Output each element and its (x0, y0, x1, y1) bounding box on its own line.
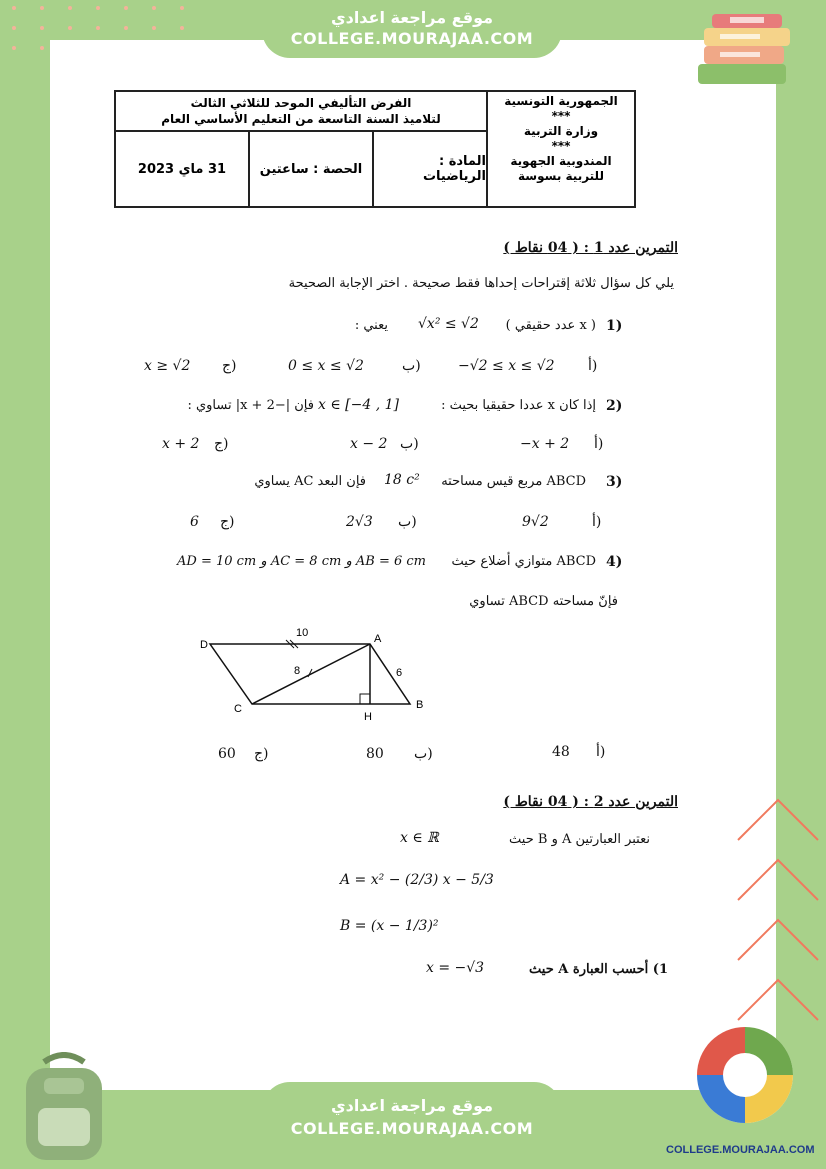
q3-number: 3) (606, 474, 623, 490)
q4-option-b[interactable]: 80 (366, 746, 384, 762)
q3-option-a[interactable]: 9√2 (522, 514, 549, 530)
vertex-B: B (416, 699, 424, 711)
q1-option-c[interactable]: x ≥ √2 (144, 358, 191, 374)
subject-cell: المادة : الرياضيات (372, 132, 486, 206)
q2-option-c[interactable]: x + 2 (162, 436, 200, 452)
exam-header (114, 90, 636, 208)
q4-stem-end: فإنّ مساحته ABCD تساوي (469, 594, 618, 609)
exercise2-q1: 1) أحسب العبارة A حيث (529, 962, 668, 977)
q2-option-b[interactable]: x − 2 (350, 436, 388, 452)
q3-stem-end: فإن البعد AC يساوي (254, 474, 366, 489)
books-icon (690, 12, 794, 94)
logo-domain[interactable]: COLLEGE.MOURAJAA.COM (666, 1144, 815, 1156)
chevrons-decoration (730, 790, 826, 1040)
separator-stars: *** (551, 139, 571, 153)
vertex-C: C (234, 703, 242, 715)
duration-cell: الحصة : ساعتين (248, 132, 372, 206)
q1-option-label: ب) (402, 358, 421, 374)
expression-A: A = x² − (2/3) x − 5/3 (340, 872, 494, 888)
q3-option-c[interactable]: 6 (190, 514, 199, 530)
q2-option-label: ب) (400, 436, 419, 452)
site-banner-top[interactable] (262, 0, 562, 58)
exam-title-line2: لتلاميذ السنة التاسعة من التعليم الأساسي العام (161, 112, 441, 126)
exercise2-intro: نعتبر العبارتين A و B حيث (509, 832, 650, 847)
length-DA: 10 (296, 627, 309, 639)
q2-number: 2) (606, 398, 623, 414)
q4-option-a[interactable]: 48 (552, 744, 570, 760)
regional-office-city: للتربية بسوسة (518, 169, 604, 183)
separator-stars: *** (551, 109, 571, 123)
vertex-D: D (200, 639, 208, 651)
q1-option-label: أ) (588, 358, 598, 374)
q2-option-a[interactable]: −x + 2 (520, 436, 570, 452)
q3-math: 18 c² (384, 472, 420, 488)
country-name: الجمهورية التونسية (504, 94, 618, 108)
q3-option-b[interactable]: 2√3 (346, 514, 373, 530)
ministry-name: وزارة التربية (523, 124, 599, 138)
expression-B: B = (x − 1/3)² (340, 918, 439, 934)
q3-stem: ABCD مربع قيس مساحته (441, 474, 586, 489)
q4-option-label: ب) (414, 746, 433, 762)
q2-stem: إذا كان x عددا حقيقيا بحيث : (441, 398, 596, 413)
exercise1-title: التمرين عدد 1 : ( 04 نقاط ) (503, 240, 678, 256)
q1-stem-end: يعني : (354, 318, 388, 333)
regional-office: المندوبية الجهوية (510, 154, 612, 168)
site-domain: COLLEGE.MOURAJAA.COM (290, 1119, 534, 1138)
site-name: موقع مراجعة اعدادي (330, 8, 494, 27)
vertex-H: H (364, 711, 372, 723)
date-cell: 31 ماي 2023 (137, 161, 227, 177)
q1-option-label: ج) (222, 358, 237, 374)
parallelogram-figure (196, 620, 436, 730)
q1-math: √x² ≤ √2 (418, 316, 479, 332)
exam-title-line1: الفرض التأليفي الموحد للثلاثي الثالث (190, 96, 412, 110)
q1-number: 1) (606, 318, 623, 334)
exercise2-title: التمرين عدد 2 : ( 04 نقاط ) (503, 794, 678, 810)
q3-option-label: أ) (592, 514, 602, 530)
exercise2-q1-math: x = −√3 (426, 960, 485, 976)
vertex-A: A (374, 633, 382, 645)
q2-stem-end: فإن |−x + 2| تساوي : (187, 398, 314, 413)
backpack-icon (14, 1052, 114, 1164)
q4-number: 4) (606, 554, 623, 570)
site-name: موقع مراجعة اعدادي (330, 1096, 494, 1115)
length-AC: 8 (294, 665, 301, 677)
q2-option-label: أ) (594, 436, 604, 452)
site-domain: COLLEGE.MOURAJAA.COM (290, 29, 534, 48)
q4-option-c[interactable]: 60 (218, 746, 236, 762)
q4-math: AB = 6 cm و AC = 8 cm و AD = 10 cm (177, 554, 426, 569)
exercise2-domain: x ∈ ℝ (400, 830, 439, 846)
q1-option-b[interactable]: 0 ≤ x ≤ √2 (288, 358, 364, 374)
site-banner-bottom[interactable] (262, 1082, 562, 1152)
q4-option-label: أ) (596, 744, 606, 760)
length-AB: 6 (396, 667, 403, 679)
q4-option-label: ج) (254, 746, 269, 762)
q3-option-label: ج) (220, 514, 235, 530)
q2-option-label: ج) (214, 436, 229, 452)
q3-option-label: ب) (398, 514, 417, 530)
institution-block (486, 92, 634, 206)
q1-stem: ( x عدد حقيقي ) (505, 318, 596, 333)
subjects-wheel-logo (694, 1024, 796, 1134)
exercise1-instruction: يلي كل سؤال ثلاثة إقتراحات إحداها فقط صحيحة . اختر الإجابة الصحيحة (288, 276, 674, 291)
exam-title (116, 92, 486, 132)
q2-math: x ∈ [−4 , 1] (318, 397, 399, 413)
q1-option-a[interactable]: −√2 ≤ x ≤ √2 (458, 358, 555, 374)
q4-stem: ABCD متوازي أضلاع حيث (451, 554, 596, 569)
